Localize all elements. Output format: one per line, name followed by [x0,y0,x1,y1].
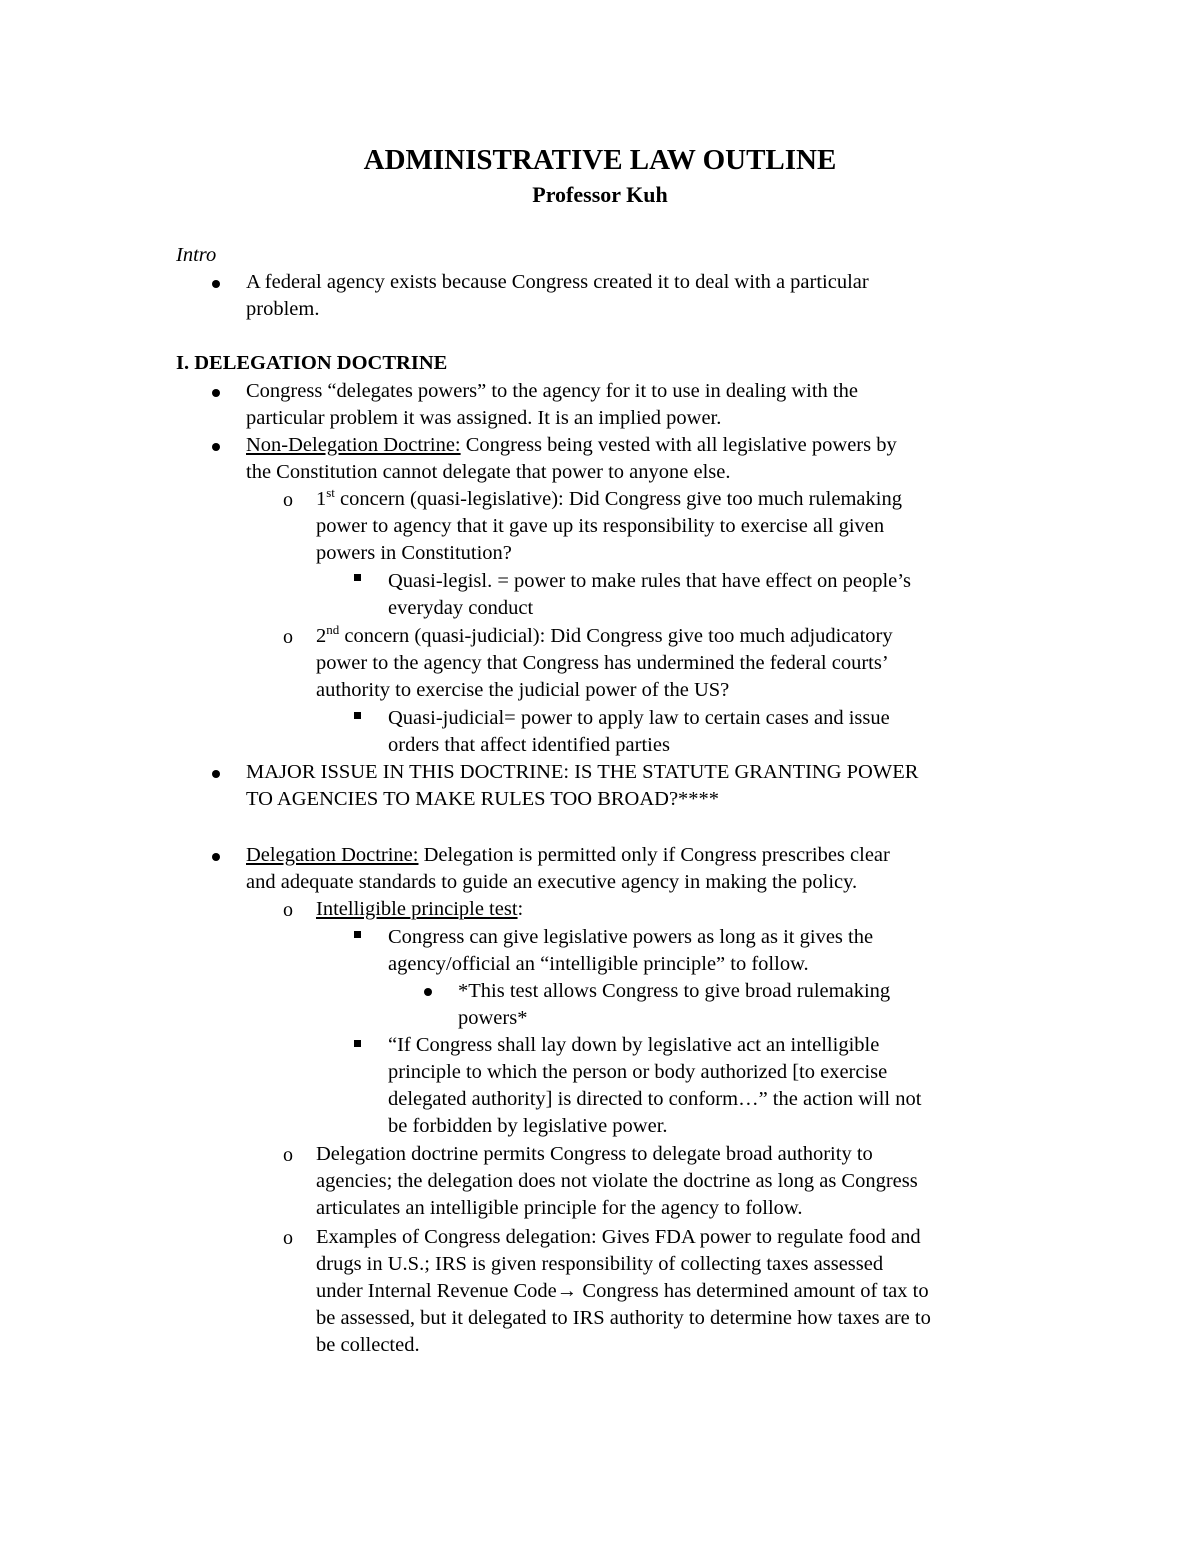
bullet-text: TO AGENCIES TO MAKE RULES TOO BROAD?**** [246,788,720,810]
sub-bullet-text: authority to exercise the judicial power of the US? [316,679,730,701]
sub-sub-bullet-text: Quasi-legisl. = power to make rules that have effect on people’s [388,570,911,592]
circle-bullet-icon: o [283,626,293,648]
sub-sub-bullet-text: Congress can give legislative powers as long as it gives the [388,926,874,948]
term-non-delegation: Non-Delegation Doctrine: [246,434,461,456]
text-part: Congress has determined amount of tax to [577,1280,929,1302]
bullet-dot-icon [212,280,220,288]
ordinal-number: 1 [316,488,327,510]
colon: : [517,898,524,920]
sub-bullet-rest: concern (quasi-legislative): Did Congress give too much rulemaking [334,488,902,510]
sub-bullet-text: Delegation doctrine permits Congress to delegate broad authority to [316,1143,873,1165]
section-heading: I. DELEGATION DOCTRINE [176,352,448,374]
ordinal-number: 2 [316,625,327,647]
circle-bullet-icon: o [283,899,293,921]
sub-sub-bullet-text: principle to which the person or body authorized [to exercise [388,1061,888,1083]
bullet-dot-icon [212,389,220,397]
document-title: ADMINISTRATIVE LAW OUTLINE [363,144,837,176]
circle-bullet-icon: o [283,1144,293,1166]
bullet-dot-icon [212,443,220,451]
level4-bullet-text: *This test allows Congress to give broad rulemaking [458,980,891,1002]
bullet-text: Congress “delegates powers” to the agency for it to use in dealing with the [246,380,858,402]
intro-heading: Intro [176,244,217,266]
sub-sub-bullet-text: Quasi-judicial= power to apply law to certain cases and issue [388,707,890,729]
sub-sub-bullet-text: “If Congress shall lay down by legislative act an intelligible [388,1034,880,1056]
text-part: under Internal Revenue Code [316,1280,557,1302]
ordinal-suffix: nd [326,622,340,638]
sub-bullet-text: be assessed, but it delegated to IRS authority to determine how taxes are to [316,1307,931,1329]
sub-bullet-text: agencies; the delegation does not violate the doctrine as long as Congress [316,1170,918,1192]
arrow-right-icon: → [556,1280,578,1302]
bullet-text: particular problem it was assigned. It is an implied power. [246,407,722,429]
circle-bullet-icon: o [283,489,293,511]
bullet-text: the Constitution cannot delegate that power to anyone else. [246,461,731,483]
intro-bullet-line-2: problem. [246,298,320,320]
sub-bullet-rest: concern (quasi-judicial): Did Congress give too much adjudicatory [339,625,893,647]
sub-bullet-text: powers in Constitution? [316,542,512,564]
intro-bullet-line-1: A federal agency exists because Congress created it to deal with a particular [246,271,869,293]
sub-sub-bullet-text: everyday conduct [388,597,534,619]
sub-bullet-text [316,896,523,923]
sub-sub-bullet-text: orders that affect identified parties [388,734,670,756]
document-subtitle: Professor Kuh [532,182,668,207]
bullet-dot-icon [212,853,220,861]
bullet-text [246,432,897,459]
square-bullet-icon [354,712,361,719]
sub-bullet-text: drugs in U.S.; IRS is given responsibility of collecting taxes assessed [316,1253,884,1275]
sub-bullet-text [316,623,893,650]
sub-bullet-text: power to agency that it gave up its responsibility to exercise all given [316,515,885,537]
sub-sub-bullet-text: agency/official an “intelligible principle” to follow. [388,953,809,975]
circle-bullet-icon: o [283,1227,293,1249]
ordinal-suffix: st [326,485,335,501]
bullet-text [246,842,890,869]
square-bullet-icon [354,1040,361,1047]
square-bullet-icon [354,931,361,938]
sub-bullet-text [316,1278,929,1305]
sub-sub-bullet-text: be forbidden by legislative power. [388,1115,668,1137]
square-bullet-icon [354,574,361,581]
bullet-text-rest: Congress being vested with all legislative powers by [460,434,897,456]
bullet-text: MAJOR ISSUE IN THIS DOCTRINE: IS THE STATUTE GRANTING POWER [246,761,919,783]
level4-bullet-text: powers* [458,1007,528,1029]
sub-sub-bullet-text: delegated authority] is directed to conform…” the action will not [388,1088,922,1110]
sub-bullet-text: articulates an intelligible principle for the agency to follow. [316,1197,803,1219]
bullet-text: and adequate standards to guide an executive agency in making the policy. [246,871,858,893]
bullet-dot-icon [424,988,432,996]
term-intelligible-principle: Intelligible principle test [316,898,518,920]
sub-bullet-text: power to the agency that Congress has undermined the federal courts’ [316,652,889,674]
sub-bullet-text: be collected. [316,1334,420,1356]
term-delegation: Delegation Doctrine: [246,844,419,866]
sub-bullet-text: Examples of Congress delegation: Gives FDA power to regulate food and [316,1226,921,1248]
sub-bullet-text [316,486,902,513]
bullet-dot-icon [212,770,220,778]
bullet-text-rest: Delegation is permitted only if Congress prescribes clear [418,844,890,866]
